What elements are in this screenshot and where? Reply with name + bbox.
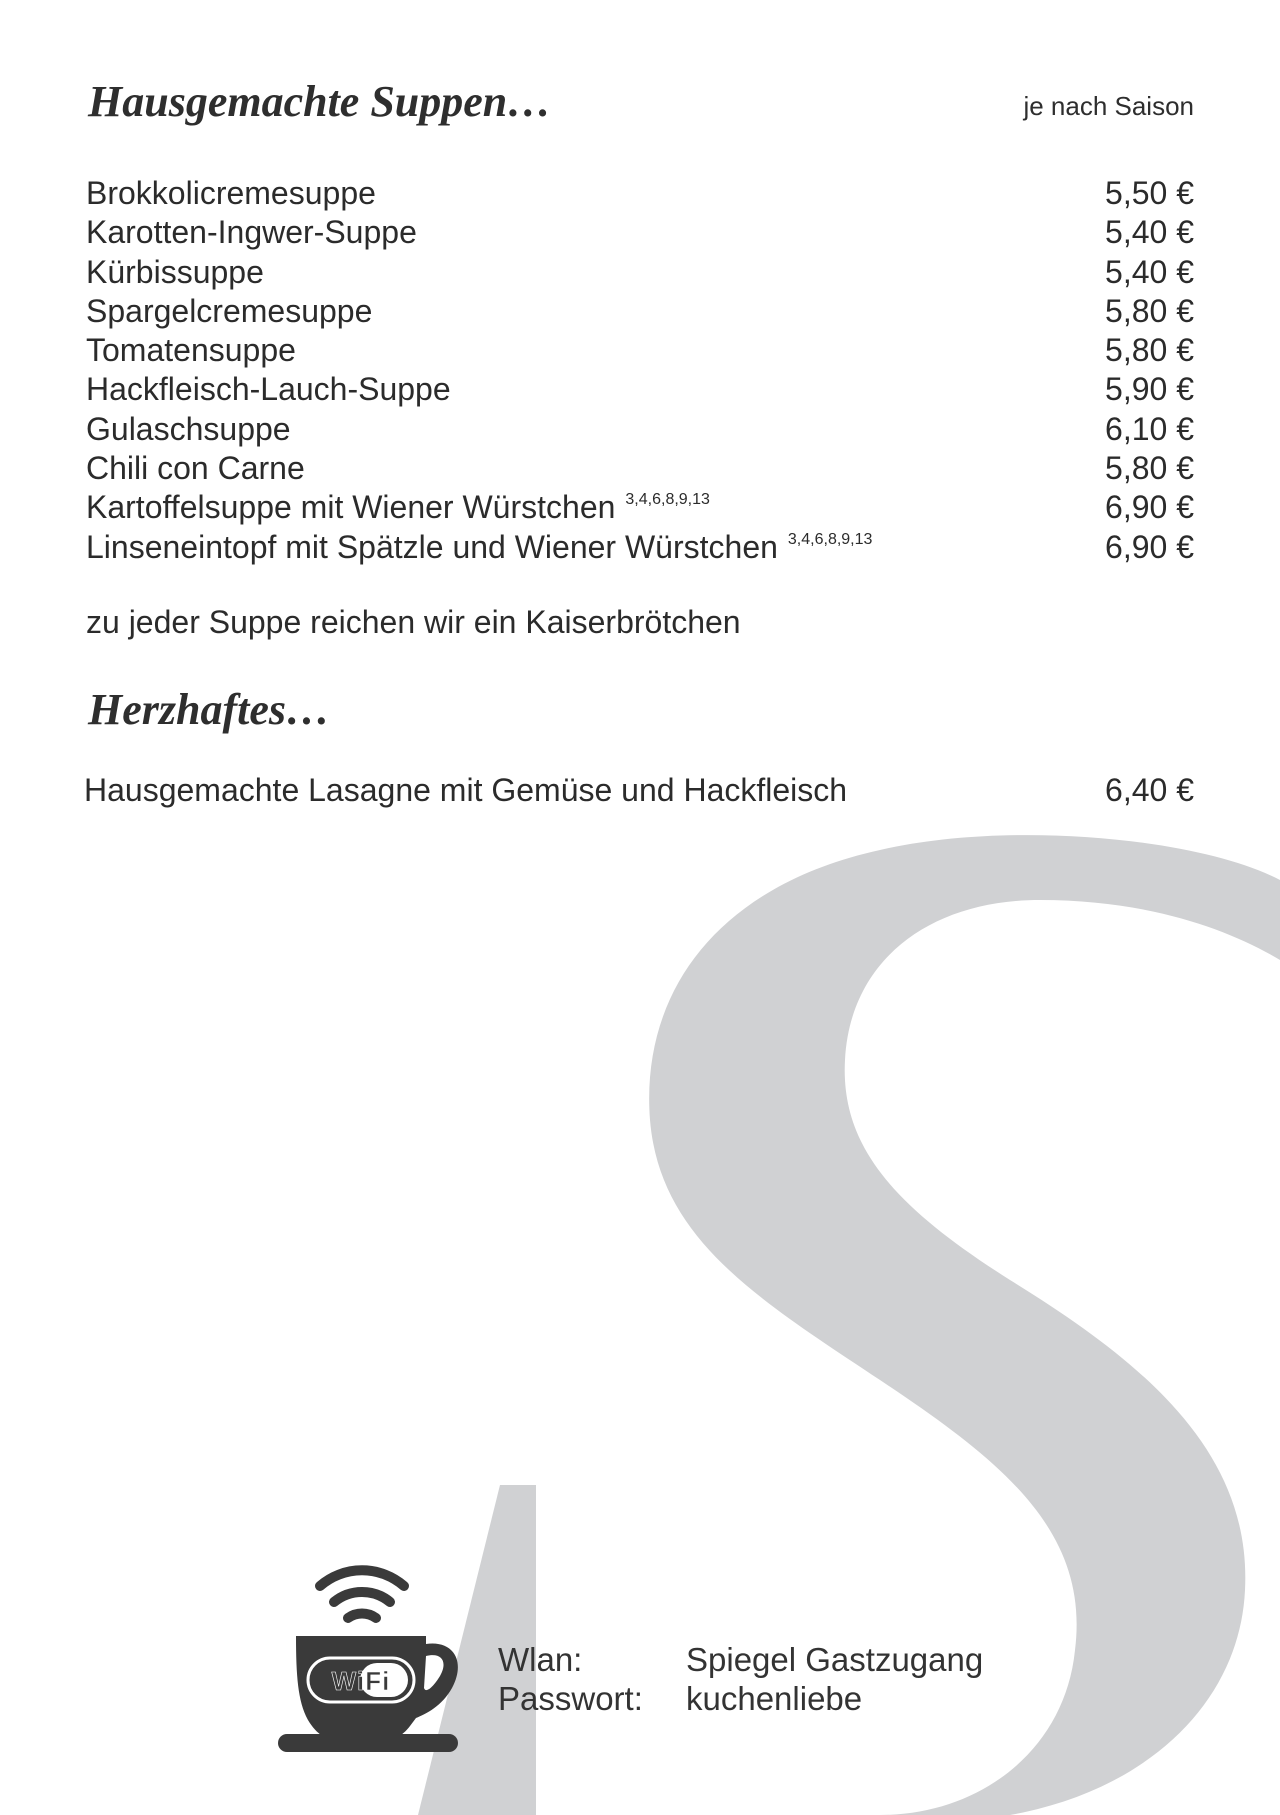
password-value: kuchenliebe — [686, 1680, 863, 1717]
hearty-heading: Herzhaftes… — [88, 685, 330, 734]
menu-item — [84, 772, 1194, 809]
wifi-password-row — [498, 1679, 983, 1718]
item-name: Linseneintopf mit Spätzle und Wiener Würstchen — [86, 528, 778, 565]
menu-item — [86, 449, 1194, 488]
menu-item — [86, 174, 1194, 213]
item-name: Chili con Carne — [86, 450, 305, 487]
item-name: Kartoffelsuppe mit Wiener Würstchen — [86, 489, 616, 526]
soup-footnote: zu jeder Suppe reichen wir ein Kaiserbrötchen — [86, 604, 741, 640]
soups-heading: Hausgemachte Suppen… — [88, 77, 552, 126]
menu-item — [86, 528, 1194, 567]
item-name: Tomatensuppe — [86, 332, 296, 369]
item-price: 6,90 € — [1105, 489, 1194, 526]
item-price: 6,40 € — [1105, 772, 1194, 808]
item-name: Brokkolicremesuppe — [86, 175, 376, 211]
item-name: Spargelcremesuppe — [86, 292, 373, 329]
item-name: Gulaschsuppe — [86, 410, 291, 447]
menu-item — [86, 410, 1194, 449]
item-price: 5,90 € — [1105, 371, 1194, 408]
item-name: Hausgemachte Lasagne mit Gemüse und Hackfleisch — [84, 772, 848, 808]
item-price: 5,40 € — [1105, 253, 1194, 290]
item-price: 5,40 € — [1105, 214, 1194, 251]
item-name: Karotten-Ingwer-Suppe — [86, 214, 417, 251]
wifi-cup-icon — [276, 1548, 470, 1752]
allergen-codes: 3,4,6,8,9,13 — [625, 491, 710, 509]
soup-list — [86, 174, 1194, 567]
item-price: 6,10 € — [1105, 410, 1194, 447]
wifi-ssid-row — [498, 1640, 983, 1679]
wifi-badge-text: WiFi — [331, 1666, 391, 1696]
menu-item — [86, 331, 1194, 370]
menu-item — [86, 370, 1194, 409]
password-label: Passwort: — [498, 1680, 643, 1717]
item-price: 5,50 € — [1105, 175, 1194, 211]
item-price: 5,80 € — [1105, 332, 1194, 369]
item-name: Hackfleisch-Lauch-Suppe — [86, 371, 451, 408]
item-price: 6,90 € — [1105, 528, 1194, 565]
menu-item — [86, 253, 1194, 292]
ssid-label: Wlan: — [498, 1641, 583, 1678]
menu-item — [86, 213, 1194, 252]
item-price: 5,80 € — [1105, 292, 1194, 329]
item-name: Kürbissuppe — [86, 253, 264, 290]
ssid-value: Spiegel Gastzugang — [686, 1641, 984, 1678]
allergen-codes: 3,4,6,8,9,13 — [787, 530, 873, 548]
wifi-info — [498, 1640, 983, 1718]
season-note: je nach Saison — [1023, 91, 1194, 121]
item-price: 5,80 € — [1105, 450, 1194, 487]
menu-item — [86, 292, 1194, 331]
menu-item — [86, 488, 1194, 527]
